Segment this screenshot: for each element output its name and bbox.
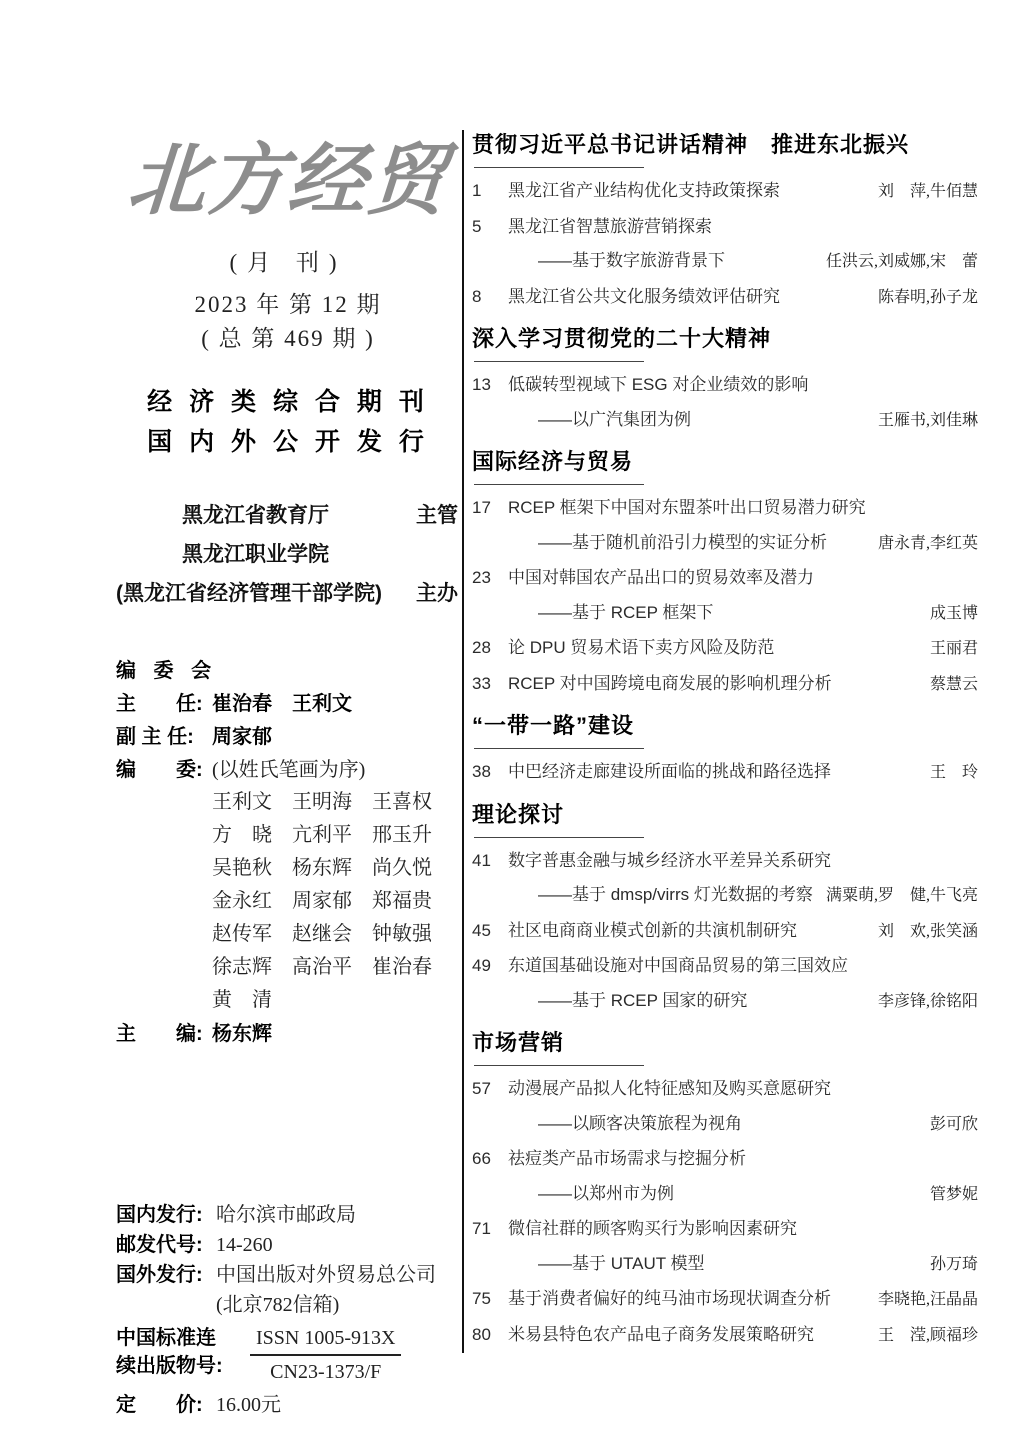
entry-title: 黑龙江省公共文化服务绩效评估研究 (508, 286, 780, 306)
entry-title: ——基于 dmsp/virrs 灯光数据的考察 (538, 885, 813, 904)
section-entries (472, 174, 978, 315)
entry-title: 中国对韩国农产品出口的贸易效率及潜力 (508, 568, 814, 587)
section-underline (474, 748, 644, 749)
entry-authors: 满粟萌,罗 健,牛飞亮 (825, 887, 978, 904)
section-heading: 市场营销 (472, 1030, 565, 1055)
entry-authors: 王雁书,刘佳琳 (877, 411, 978, 429)
entry-page-number: 66 (472, 1149, 491, 1168)
issue-total-number: ( 总 第 469 期 ) (201, 326, 375, 351)
entry-page-number: 8 (472, 286, 482, 306)
entry-title: 黑龙江省智慧旅游营销探索 (508, 216, 712, 236)
entry-title: 低碳转型视域下 ESG 对企业绩效的影响 (508, 375, 809, 394)
cn-number: CN23-1373/F (270, 1361, 382, 1383)
serial-number-label-line1: 中国标准连 (116, 1327, 216, 1349)
toc-entry (472, 1142, 978, 1177)
entry-authors: 成玉博 (929, 604, 978, 622)
toc-entry (472, 596, 978, 632)
issue-number: 2023 年 第 12 期 (194, 292, 382, 317)
entry-authors: 管梦妮 (929, 1185, 978, 1203)
domestic-distribution-row (116, 1200, 460, 1230)
section-heading: 深入学习贯彻党的二十大精神 (472, 326, 772, 351)
entry-authors: 李晓艳,汪晶晶 (877, 1291, 978, 1308)
toc-entry (472, 280, 978, 316)
entry-authors: 王 滢,顾福珍 (877, 1326, 978, 1344)
entry-title: 米易县特色农产品电子商务发展策略研究 (508, 1324, 814, 1344)
serial-numbers (250, 1324, 401, 1386)
toc-entry (472, 755, 978, 791)
entry-page-number: 45 (472, 920, 491, 940)
toc-section (472, 711, 978, 791)
entry-title: ——基于 RCEP 框架下 (538, 602, 714, 622)
section-heading: 贯彻习近平总书记讲话精神 推进东北振兴 (472, 132, 910, 157)
entry-authors: 任洪云,刘威娜,宋 蕾 (825, 253, 978, 270)
section-underline (474, 484, 644, 485)
entry-authors: 彭可欣 (929, 1115, 978, 1133)
entry-title: ——以广汽集团为例 (538, 409, 691, 429)
toc-section (472, 800, 978, 1020)
serial-number-label (116, 1324, 246, 1386)
toc-entry (472, 1212, 978, 1247)
entry-page-number: 5 (472, 216, 482, 236)
board-member-names: 徐志辉 高治平 崔治春 (212, 956, 432, 978)
supervisor-row (116, 496, 460, 535)
board-director-names: 崔治春 王利文 (212, 693, 352, 715)
chief-editor-name: 杨东辉 (212, 1023, 272, 1045)
entry-page-number: 75 (472, 1289, 491, 1308)
toc-entry (472, 1282, 978, 1318)
entry-title: ——以郑州市为例 (538, 1183, 674, 1203)
organizer-role: 主办 (416, 582, 458, 605)
journal-info-column (116, 138, 460, 1420)
board-members-row (116, 754, 460, 786)
toc-entry (472, 403, 978, 439)
entry-title: RCEP 框架下中国对东盟茶叶出口贸易潜力研究 (508, 498, 866, 517)
entry-page-number: 13 (472, 375, 491, 394)
toc-entry (472, 1107, 978, 1143)
entry-title: 基于消费者偏好的纯马油市场现状调查分析 (508, 1289, 831, 1308)
section-entries (472, 1072, 978, 1353)
organizer-row (116, 574, 460, 613)
entry-title: 微信社群的顾客购买行为影响因素研究 (508, 1219, 797, 1238)
entry-title: ——基于随机前沿引力模型的实证分析 (538, 532, 827, 552)
foreign-distribution-row (116, 1260, 460, 1290)
board-director-label: 主 任: (116, 693, 203, 715)
toc-entry (472, 914, 978, 950)
toc-section (472, 1028, 978, 1353)
board-deputy-name: 周家郁 (212, 726, 272, 748)
toc-entry (472, 667, 978, 703)
board-member-list (212, 786, 460, 1017)
toc-entry (472, 1318, 978, 1354)
entry-title: RCEP 对中国跨境电商发展的影响机理分析 (508, 673, 832, 693)
entry-page-number: 23 (472, 568, 491, 587)
price-value: 16.00元 (216, 1394, 281, 1416)
board-member-names: 赵传军 赵继会 钟敏强 (212, 923, 432, 945)
section-heading: 理论探讨 (472, 801, 565, 827)
section-heading: “一带一路”建设 (472, 713, 635, 738)
board-director-row (116, 688, 460, 720)
section-entries (472, 755, 978, 791)
toc-section (472, 324, 978, 438)
toc-entry (472, 949, 978, 984)
entry-page-number: 38 (472, 762, 491, 781)
entry-title: 祛痘类产品市场需求与挖掘分析 (508, 1149, 746, 1168)
tagline-line2: 国 内 外 公 开 发 行 (147, 428, 429, 456)
toc-entry (472, 174, 978, 210)
entry-page-number: 1 (472, 181, 482, 200)
entry-page-number: 33 (472, 673, 491, 693)
entry-page-number: 57 (472, 1079, 491, 1098)
section-heading: 国际经济与贸易 (472, 449, 634, 474)
issn-number: ISSN 1005-913X (250, 1324, 401, 1356)
editorial-board (116, 655, 460, 1050)
toc-entry (472, 878, 978, 914)
domestic-distribution-value: 哈尔滨市邮政局 (216, 1204, 356, 1226)
entry-title: 黑龙江省产业结构优化支持政策探索 (508, 181, 780, 200)
section-underline (474, 167, 644, 168)
price-row (116, 1390, 460, 1420)
entry-page-number: 71 (472, 1219, 491, 1238)
entry-page-number: 41 (472, 850, 491, 870)
foreign-distribution-value: 中国出版对外贸易总公司 (216, 1264, 436, 1286)
toc-entry (472, 631, 978, 667)
postal-code-row (116, 1230, 460, 1260)
entry-authors: 刘 欢,张笑涵 (877, 922, 978, 940)
standard-serial-number-row (116, 1324, 460, 1386)
domestic-distribution-label: 国内发行: (116, 1204, 203, 1226)
foreign-distribution-label: 国外发行: (116, 1264, 203, 1286)
entry-authors: 王 玲 (929, 764, 978, 781)
supervisor-role: 主管 (416, 504, 458, 527)
entry-title: ——基于 UTAUT 模型 (538, 1253, 705, 1273)
board-member-names: 王利文 王明海 王喜权 (212, 791, 432, 813)
board-member-names: 金永红 周家郁 郑福贵 (212, 890, 432, 912)
board-member-names: 黄 清 (212, 989, 272, 1011)
entry-title: ——基于 RCEP 国家的研究 (538, 990, 748, 1010)
entry-title: 东道国基础设施对中国商品贸易的第三国效应 (508, 956, 848, 975)
entry-authors: 蔡慧云 (929, 675, 978, 693)
board-members-note: (以姓氏笔画为序) (212, 759, 366, 781)
entry-authors: 刘 萍,牛佰慧 (877, 183, 978, 200)
journal-frequency: (月 刊) (229, 250, 347, 275)
organizer-name: 黑龙江职业学院 (182, 543, 329, 566)
section-entries (472, 491, 978, 702)
organizer-alt-name: (黑龙江省经济管理干部学院) (116, 582, 382, 605)
toc-entry (472, 561, 978, 596)
entry-page-number: 28 (472, 638, 491, 657)
board-member-names: 方 晓 亢利平 邢玉升 (212, 824, 432, 846)
board-deputy-label: 副 主 任: (116, 726, 194, 748)
entry-title: ——以顾客决策旅程为视角 (538, 1113, 742, 1133)
toc-section (472, 130, 978, 315)
journal-tagline (116, 382, 460, 462)
section-underline (474, 361, 644, 362)
postal-code-label: 邮发代号: (116, 1234, 203, 1256)
toc-entry (472, 1072, 978, 1107)
journal-logo-calligraphy: 北方经贸 (124, 137, 452, 224)
toc-entry (472, 1247, 978, 1283)
entry-authors: 孙万琦 (929, 1255, 978, 1273)
entry-title: 社区电商商业模式创新的共演机制研究 (508, 920, 797, 940)
board-members-label: 编 委: (116, 759, 203, 781)
entry-title: 中巴经济走廊建设所面临的挑战和路径选择 (508, 762, 831, 781)
entry-page-number: 49 (472, 956, 491, 975)
toc-entry (472, 244, 978, 280)
tagline-line1: 经 济 类 综 合 期 刊 (147, 388, 429, 416)
entry-title: 论 DPU 贸易术语下卖方风险及防范 (508, 638, 775, 657)
toc-entry (472, 844, 978, 879)
entry-page-number: 80 (472, 1324, 491, 1344)
chief-editor-row (116, 1018, 460, 1050)
entry-title: 动漫展产品拟人化特征感知及购买意愿研究 (508, 1079, 831, 1098)
entry-title: 数字普惠金融与城乡经济水平差异关系研究 (508, 850, 831, 870)
entry-page-number: 17 (472, 498, 491, 517)
entry-authors: 王丽君 (929, 640, 978, 657)
chief-editor-label: 主 编: (116, 1023, 203, 1045)
organizer-block (116, 496, 460, 613)
postal-code-value: 14-260 (216, 1234, 273, 1256)
toc-entry (472, 210, 978, 245)
entry-title: ——基于数字旅游背景下 (538, 251, 725, 270)
publication-info (116, 1200, 460, 1420)
toc-entry (472, 984, 978, 1020)
toc-entry (472, 1177, 978, 1213)
toc-entry (472, 368, 978, 403)
board-deputy-row (116, 721, 460, 753)
price-label: 定 价: (116, 1394, 203, 1416)
entry-authors: 唐永青,李红英 (877, 534, 978, 552)
board-member-names: 吴艳秋 杨东辉 尚久悦 (212, 857, 432, 879)
section-underline (474, 1065, 644, 1066)
entry-authors: 陈春明,孙子龙 (877, 288, 978, 306)
toc-entry (472, 526, 978, 562)
section-entries (472, 368, 978, 438)
editorial-board-title: 编 委 会 (116, 660, 218, 682)
supervisor-name: 黑龙江省教育厅 (182, 504, 329, 527)
toc (462, 130, 978, 1353)
toc-entry (472, 491, 978, 526)
section-underline (474, 837, 644, 838)
foreign-distribution-address: (北京782信箱) (216, 1294, 340, 1316)
section-entries (472, 844, 978, 1020)
entry-authors: 李彦锋,徐铭阳 (877, 992, 978, 1010)
toc-section (472, 447, 978, 702)
serial-number-label-line2: 续出版物号: (116, 1355, 223, 1377)
